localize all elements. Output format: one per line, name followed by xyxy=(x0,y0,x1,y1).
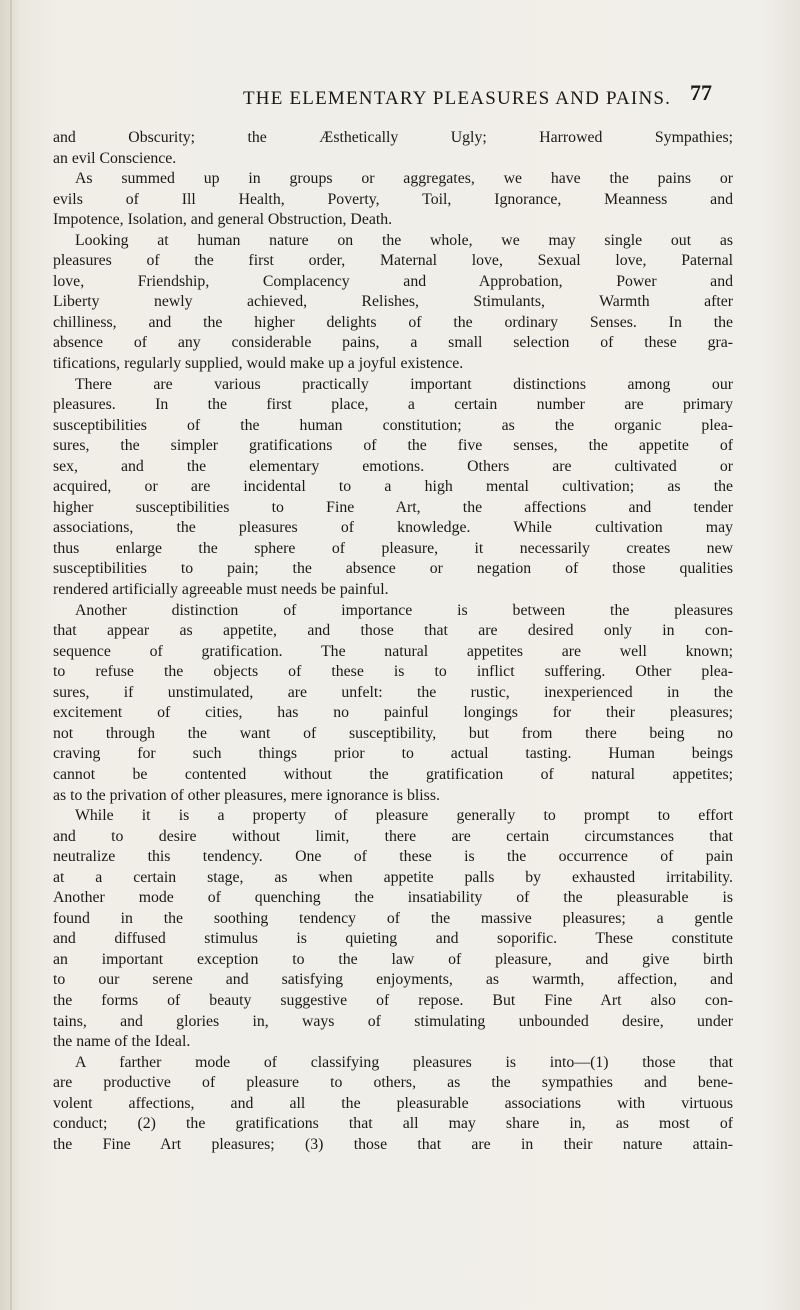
text-line: rendered artificially agreeable must needs be painful. xyxy=(53,581,389,599)
text-line: susceptibilities to pain; the absence or negation of those qualities xyxy=(53,560,733,578)
text-line: excitement of cities, has no painful longings for their pleasures; xyxy=(53,704,733,722)
text-line: sures, if unstimulated, are unfelt: the rustic, inexperienced in the xyxy=(53,683,733,701)
text-line: conduct; (2) the gratifications that all may share in, as most of xyxy=(53,1115,733,1133)
text-line: and Obscurity; the Æsthetically Ugly; Harrowed Sympathies; xyxy=(53,129,733,146)
text-line: an evil Conscience. xyxy=(53,149,177,167)
text-line: pleasures of the first order, Maternal love, Sexual love, Paternal xyxy=(53,252,733,270)
text-line: pleasures. In the first place, a certain number are primary xyxy=(53,396,733,414)
text-line: to refuse the objects of these is to inflict suffering. Other plea- xyxy=(53,663,733,681)
text-line: cannot be contented without the gratification of natural appetites; xyxy=(53,765,733,783)
text-line: and to desire without limit, there are certain circumstances that xyxy=(53,827,733,845)
text-line: are productive of pleasure to others, as the sympathies and bene- xyxy=(53,1074,733,1092)
text-line: love, Friendship, Complacency and Approbation, Power and xyxy=(53,272,733,290)
text-line: to our serene and satisfying enjoyments, as warmth, affection, and xyxy=(53,971,733,989)
text-line: evils of Ill Health, Poverty, Toil, Ignorance, Meanness and xyxy=(53,190,733,208)
text-line: thus enlarge the sphere of pleasure, it necessarily creates new xyxy=(53,539,733,557)
text-line: tifications, regularly supplied, would make up a joyful existence. xyxy=(53,355,464,373)
text-line: associations, the pleasures of knowledge. While cultivation may xyxy=(53,519,733,537)
text-line: and diffused stimulus is quieting and soporific. These constitute xyxy=(53,930,733,948)
text-line: the name of the Ideal. xyxy=(53,1033,191,1051)
text-line: As summed up in groups or aggregates, we have the pains or xyxy=(75,170,733,188)
text-line: chilliness, and the higher delights of the ordinary Senses. In the xyxy=(53,313,733,331)
text-line: that appear as appetite, and those that are desired only in con- xyxy=(53,622,733,640)
text-line: Another mode of quenching the insatiability of the pleasurable is xyxy=(53,889,733,907)
text-line: sequence of gratification. The natural appetites are well known; xyxy=(53,642,733,660)
text-line: volent affections, and all the pleasurable associations with virtuous xyxy=(53,1094,733,1112)
text-line: acquired, or are incidental to a high mental cultivation; as the xyxy=(53,478,733,496)
page-number: 77 xyxy=(690,80,712,105)
text-line: sures, the simpler gratifications of the five senses, the appetite of xyxy=(53,437,733,455)
text-line: tains, and glories in, ways of stimulating unbounded desire, under xyxy=(53,1012,733,1030)
text-line: craving for such things prior to actual tasting. Human beings xyxy=(53,745,733,763)
text-line: found in the soothing tendency of the massive pleasures; a gentle xyxy=(53,909,733,927)
text-line: the forms of beauty suggestive of repose. But Fine Art also con- xyxy=(53,991,733,1009)
text-line: There are various practically important distinctions among our xyxy=(75,375,733,393)
text-line: sex, and the elementary emotions. Others are cultivated or xyxy=(53,457,733,475)
text-line: Liberty newly achieved, Relishes, Stimulants, Warmth after xyxy=(53,293,733,311)
text-line: at a certain stage, as when appetite palls by exhausted irritability. xyxy=(53,868,733,886)
page-gutter-shadow xyxy=(10,0,12,1310)
text-line: not through the want of susceptibility, but from there being no xyxy=(53,724,733,742)
text-line: Another distinction of importance is between the pleasures xyxy=(75,601,733,619)
text-line: neutralize this tendency. One of these is the occurrence of pain xyxy=(53,848,733,866)
text-line: While it is a property of pleasure generally to prompt to effort xyxy=(75,807,733,825)
text-line: absence of any considerable pains, a small selection of these gra- xyxy=(53,334,733,352)
text-line: the Fine Art pleasures; (3) those that are in their nature attain- xyxy=(53,1135,733,1153)
text-line: Impotence, Isolation, and general Obstruction, Death. xyxy=(53,211,393,229)
text-line: an important exception to the law of pleasure, and give birth xyxy=(53,950,733,968)
body-text xyxy=(53,128,733,1155)
text-line: as to the privation of other pleasures, mere ignorance is bliss. xyxy=(53,786,440,804)
text-line: susceptibilities of the human constitution; as the organic plea- xyxy=(53,416,733,434)
running-head: THE ELEMENTARY PLEASURES AND PAINS. xyxy=(243,88,672,109)
text-line: A farther mode of classifying pleasures is into—(1) those that xyxy=(75,1053,733,1071)
text-line: Looking at human nature on the whole, we may single out as xyxy=(75,231,733,249)
page-header xyxy=(0,78,800,118)
text-line: higher susceptibilities to Fine Art, the affections and tender xyxy=(53,498,733,516)
